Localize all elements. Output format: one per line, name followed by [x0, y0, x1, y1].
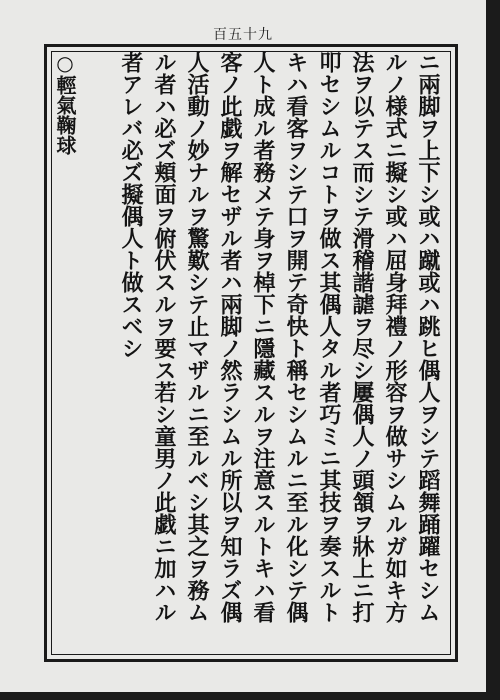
text-line: ル者ハ必ズ頬面ヲ俯伏スルヲ要ス若シ童男ノ此戯ニ加ハル [151, 51, 177, 623]
page-number: 百五十九 [213, 27, 273, 43]
text-body [49, 51, 443, 651]
page-edge-bottom [0, 692, 500, 700]
section-heading: ○輕氣鞠球 [53, 51, 77, 155]
text-line: ルノ様式ニ擬シ或ハ屈身拜禮ノ形容ヲ做サシムルガ如キ方 [382, 51, 408, 623]
text-line: 叩セシムルコトヲ做ス其偶人タル者巧ミニ其技ヲ奏スルト [316, 51, 342, 623]
text-line-blank [82, 51, 113, 651]
text-line: ニ兩脚ヲ上下シ或ハ蹴或ハ跳ヒ偶人ヲシテ蹈舞踊躍セシム [415, 51, 441, 623]
text-line: 客ノ此戯ヲ解セザル者ハ兩脚ノ然ラシムル所以ヲ知ラズ偶 [217, 51, 243, 623]
text-frame [44, 44, 458, 662]
text-line: 人ト成ル者務メテ身ヲ棹下ニ隱藏スルヲ注意スルトキハ看 [250, 51, 276, 623]
text-line: 人活動ノ妙ナルヲ驚歎シテ止マザルニ至ルベシ其之ヲ務ム [184, 51, 210, 623]
text-line: キハ看客ヲシテ口ヲ開テ奇快ト稱セシムルニ至ル化シテ偶 [283, 51, 309, 623]
text-line: 法ヲ以テス而シテ滑稽諧謔ヲ尽シ屢偶人ノ頭頷ヲ牀上ニ打 [349, 51, 375, 623]
text-line: 者アレバ必ズ擬偶人ト做スベシ [118, 51, 144, 359]
page-edge-right [486, 0, 500, 700]
